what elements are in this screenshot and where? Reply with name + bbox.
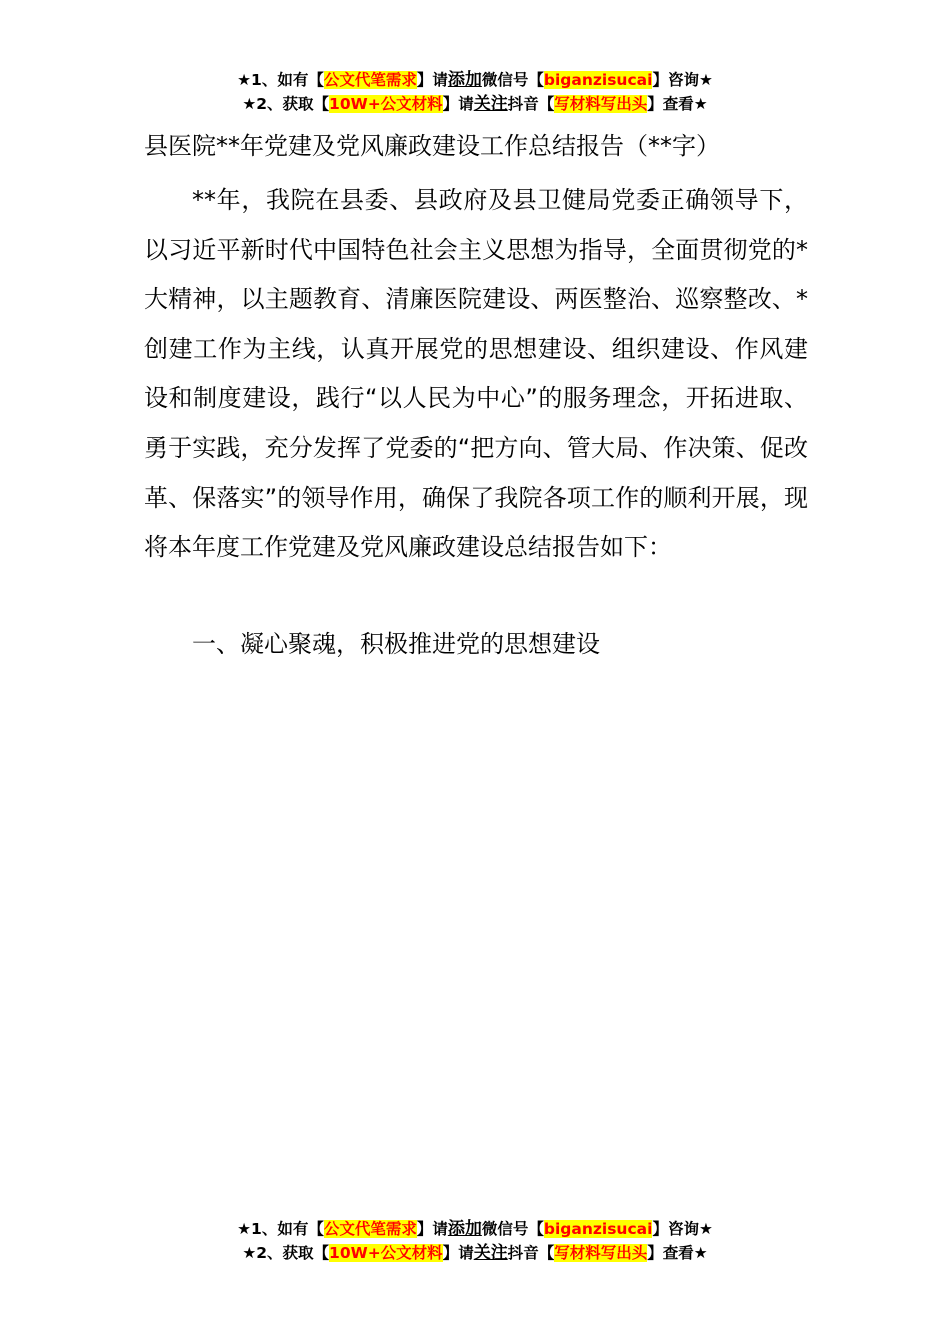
document-title: 县医院**年党建及党风廉政建设工作总结报告（**字） <box>144 132 720 160</box>
ad-emphasis-add: 添加 <box>447 1219 482 1239</box>
ad-highlight-materials: 10W+公文材料 <box>329 1244 443 1262</box>
ad-line-1-suffix: 】咨询★ <box>652 71 713 89</box>
ad-line-1-mid2: 微信号【 <box>481 71 544 89</box>
ad-line-2 <box>0 92 950 116</box>
ad-line-2-prefix: ★2、获取【 <box>242 1244 330 1262</box>
ad-highlight-douyin-account: 写材料写出头 <box>554 1244 648 1262</box>
ad-line-2-mid1: 】请 <box>442 95 474 113</box>
header-ad-banner <box>0 68 950 116</box>
ad-highlight-douyin-account: 写材料写出头 <box>554 95 648 113</box>
ad-emphasis-add: 添加 <box>447 70 482 90</box>
ad-line-2-mid2: 抖音【 <box>507 1244 555 1262</box>
ad-line-2-prefix: ★2、获取【 <box>242 95 330 113</box>
ad-highlight-service: 公文代笔需求 <box>323 71 417 89</box>
ad-highlight-service: 公文代笔需求 <box>323 1220 417 1238</box>
ad-highlight-wechat-id: biganzisucai <box>543 1220 653 1238</box>
footer-ad-line-1 <box>0 1217 950 1241</box>
ad-line-1-mid2: 微信号【 <box>481 1220 544 1238</box>
ad-line-1 <box>0 68 950 92</box>
ad-line-1-prefix: ★1、如有【 <box>237 1220 324 1238</box>
footer-ad-banner <box>0 1217 950 1265</box>
ad-line-2-suffix: 】查看★ <box>647 95 708 113</box>
section-1-heading: 一、凝心聚魂，积极推进党的思想建设 <box>192 630 600 658</box>
ad-highlight-materials: 10W+公文材料 <box>329 95 443 113</box>
footer-ad-line-2 <box>0 1241 950 1265</box>
ad-line-2-suffix: 】查看★ <box>647 1244 708 1262</box>
ad-highlight-wechat-id: biganzisucai <box>543 71 653 89</box>
ad-line-1-mid1: 】请 <box>416 71 448 89</box>
ad-emphasis-follow: 关注 <box>473 94 508 114</box>
ad-line-2-mid1: 】请 <box>442 1244 474 1262</box>
ad-emphasis-follow: 关注 <box>473 1243 508 1263</box>
ad-line-1-mid1: 】请 <box>416 1220 448 1238</box>
ad-line-1-prefix: ★1、如有【 <box>237 71 324 89</box>
intro-paragraph: **年，我院在县委、县政府及县卫健局党委正确领导下，以习近平新时代中国特色社会主义思想为指导，全面贯彻党的*大精神，以主题教育、清廉医院建设、两医整治、巡察整改、*创建工作为主线，认真开展党的思想建设、组织建设、作风建设和制度建设，践行“以人民为中心”的服务理念，开拓进取、勇于实践，充分发挥了党委的“把方向、管大局、作决策、促改革、保落实”的领导作用，确保了我院各项工作的顺利开展，现将本年度工作党建及党风廉政建设总结报告如下： <box>144 186 808 562</box>
ad-line-2-mid2: 抖音【 <box>507 95 555 113</box>
ad-line-1-suffix: 】咨询★ <box>652 1220 713 1238</box>
